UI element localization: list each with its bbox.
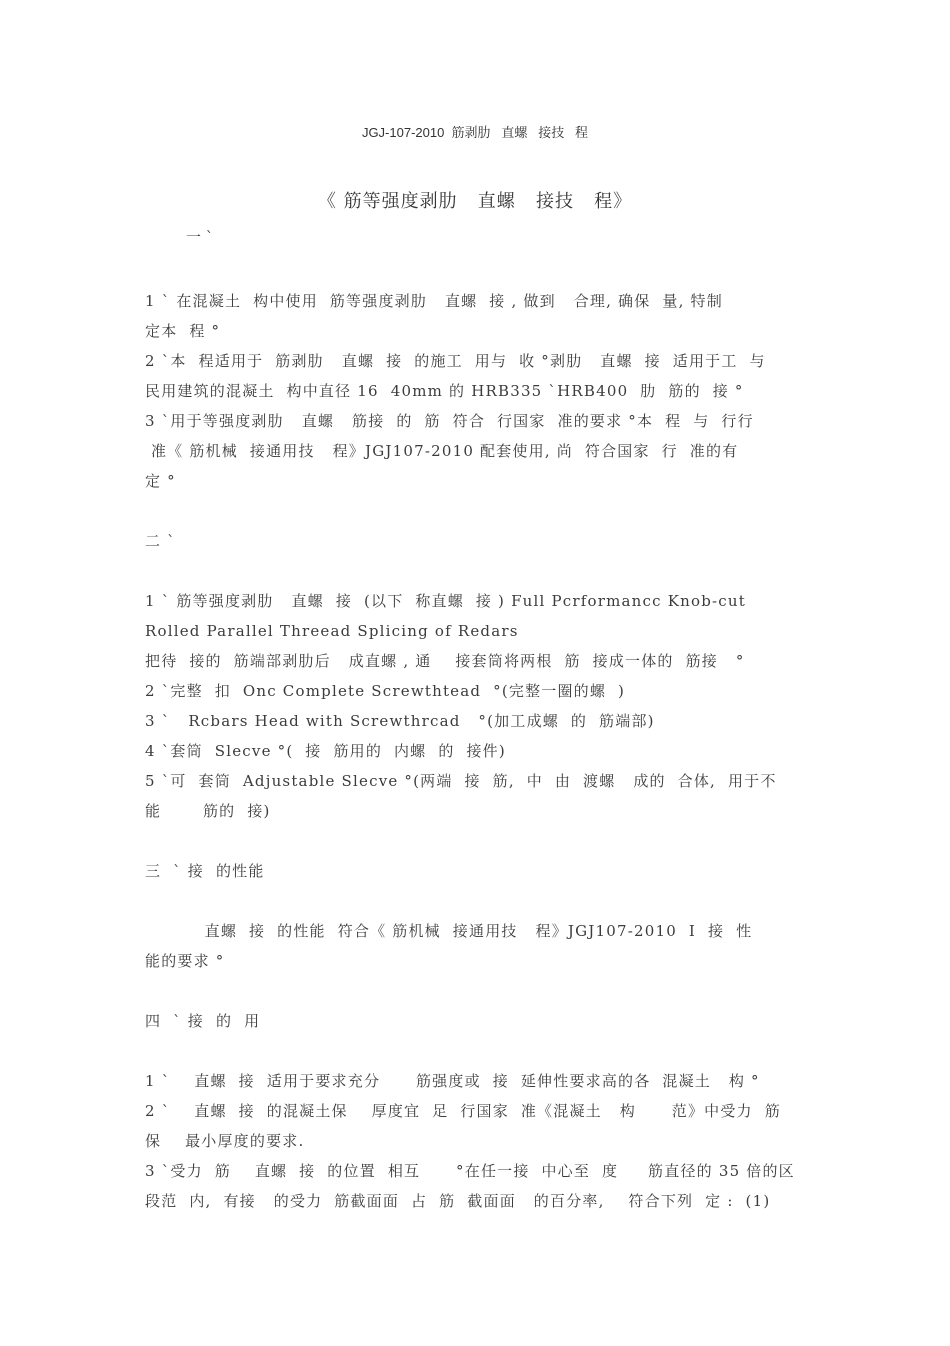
body-line: 能 筋的 接) (145, 802, 271, 820)
body-line: 2 ˋ完整 扣 Onc Complete Screwthtead °(完整一圈的螺 ) (145, 682, 626, 700)
body-line: 3 ˋ用于等强度剥肋 直螺 筋接 的 筋 符合 行国家 准的要求 °本 程 与 行行 (145, 412, 754, 430)
body-line: 把待 接的 筋端部剥肋后 成直螺 , 通 接套筒将两根 筋 接成一体的 筋接 ° (145, 652, 745, 670)
body-line: 直螺 接 的性能 符合《 筋机械 接通用技 程》JGJ107-2010 I 接 性 (145, 922, 753, 940)
body-line: 定 ° (145, 472, 176, 490)
body-line: 5 ˋ可 套筒 Adjustable Slecve °(两端 接 筋, 中 由 渡螺 成的 合体, 用于不 (145, 772, 777, 790)
body-line: 2 ˋ 直螺 接 的混凝土保 厚度宜 足 行国家 准《混凝土 构 范》中受力 筋 (145, 1102, 781, 1120)
body-line: 准《 筋机械 接通用技 程》JGJ107-2010 配套使用, 尚 符合国家 行 准的有 (145, 442, 739, 460)
section-one-heading: 一 ˋ (186, 228, 214, 246)
section-heading: 三 ˋ 接 的性能 (145, 862, 265, 880)
section-heading: 四 ˋ 接 的 用 (145, 1012, 261, 1030)
body-line: 2 ˋ本 程适用于 筋剥肋 直螺 接 的施工 用与 收 °剥肋 直螺 接 适用于工 与 (145, 352, 766, 370)
body-line: 1 ˋ 直螺 接 适用于要求充分 筋强度或 接 延伸性要求高的各 混凝土 构 ° (145, 1072, 760, 1090)
page-header: JGJ-107-2010 筋剥肋 直螺 接技 程 (361, 125, 589, 140)
body-line: 1 ˋ 筋等强度剥肋 直螺 接 (以下 称直螺 接 ) Full Pcrformancc Knob-cut (145, 592, 746, 610)
body-line: 能的要求 ° (145, 952, 225, 970)
body-line: 保 最小厚度的要求. (145, 1132, 305, 1150)
body-line: 定本 程 ° (145, 322, 221, 340)
document-title: 《 筋等强度剥肋 直螺 接技 程》 (317, 191, 633, 212)
body-line: 3 ˋ Rcbars Head with Screwthrcad °(加工成螺 的 筋端部) (145, 712, 655, 730)
body-line: 3 ˋ受力 筋 直螺 接 的位置 相互 °在任一接 中心至 度 筋直径的 35 倍的区 (145, 1162, 795, 1180)
body-line: 1 ˋ 在混凝土 构中使用 筋等强度剥肋 直螺 接 , 做到 合理, 确保 量, 特制 (145, 292, 723, 310)
body-line: 4 ˋ套筒 Slecve °( 接 筋用的 内螺 的 接件) (145, 742, 506, 760)
section-heading: 二 ˋ (145, 532, 176, 550)
body-line: 民用建筑的混凝土 构中直径 16 40mm 的 HRB335 ˋHRB400 肋 筋的 接 ° (145, 382, 744, 400)
body-line: Rolled Parallel Threead Splicing of Redars (145, 622, 519, 640)
body-line: 段范 内, 有接 的受力 筋截面面 占 筋 截面面 的百分率, 符合下列 定 : (1) (145, 1192, 771, 1210)
